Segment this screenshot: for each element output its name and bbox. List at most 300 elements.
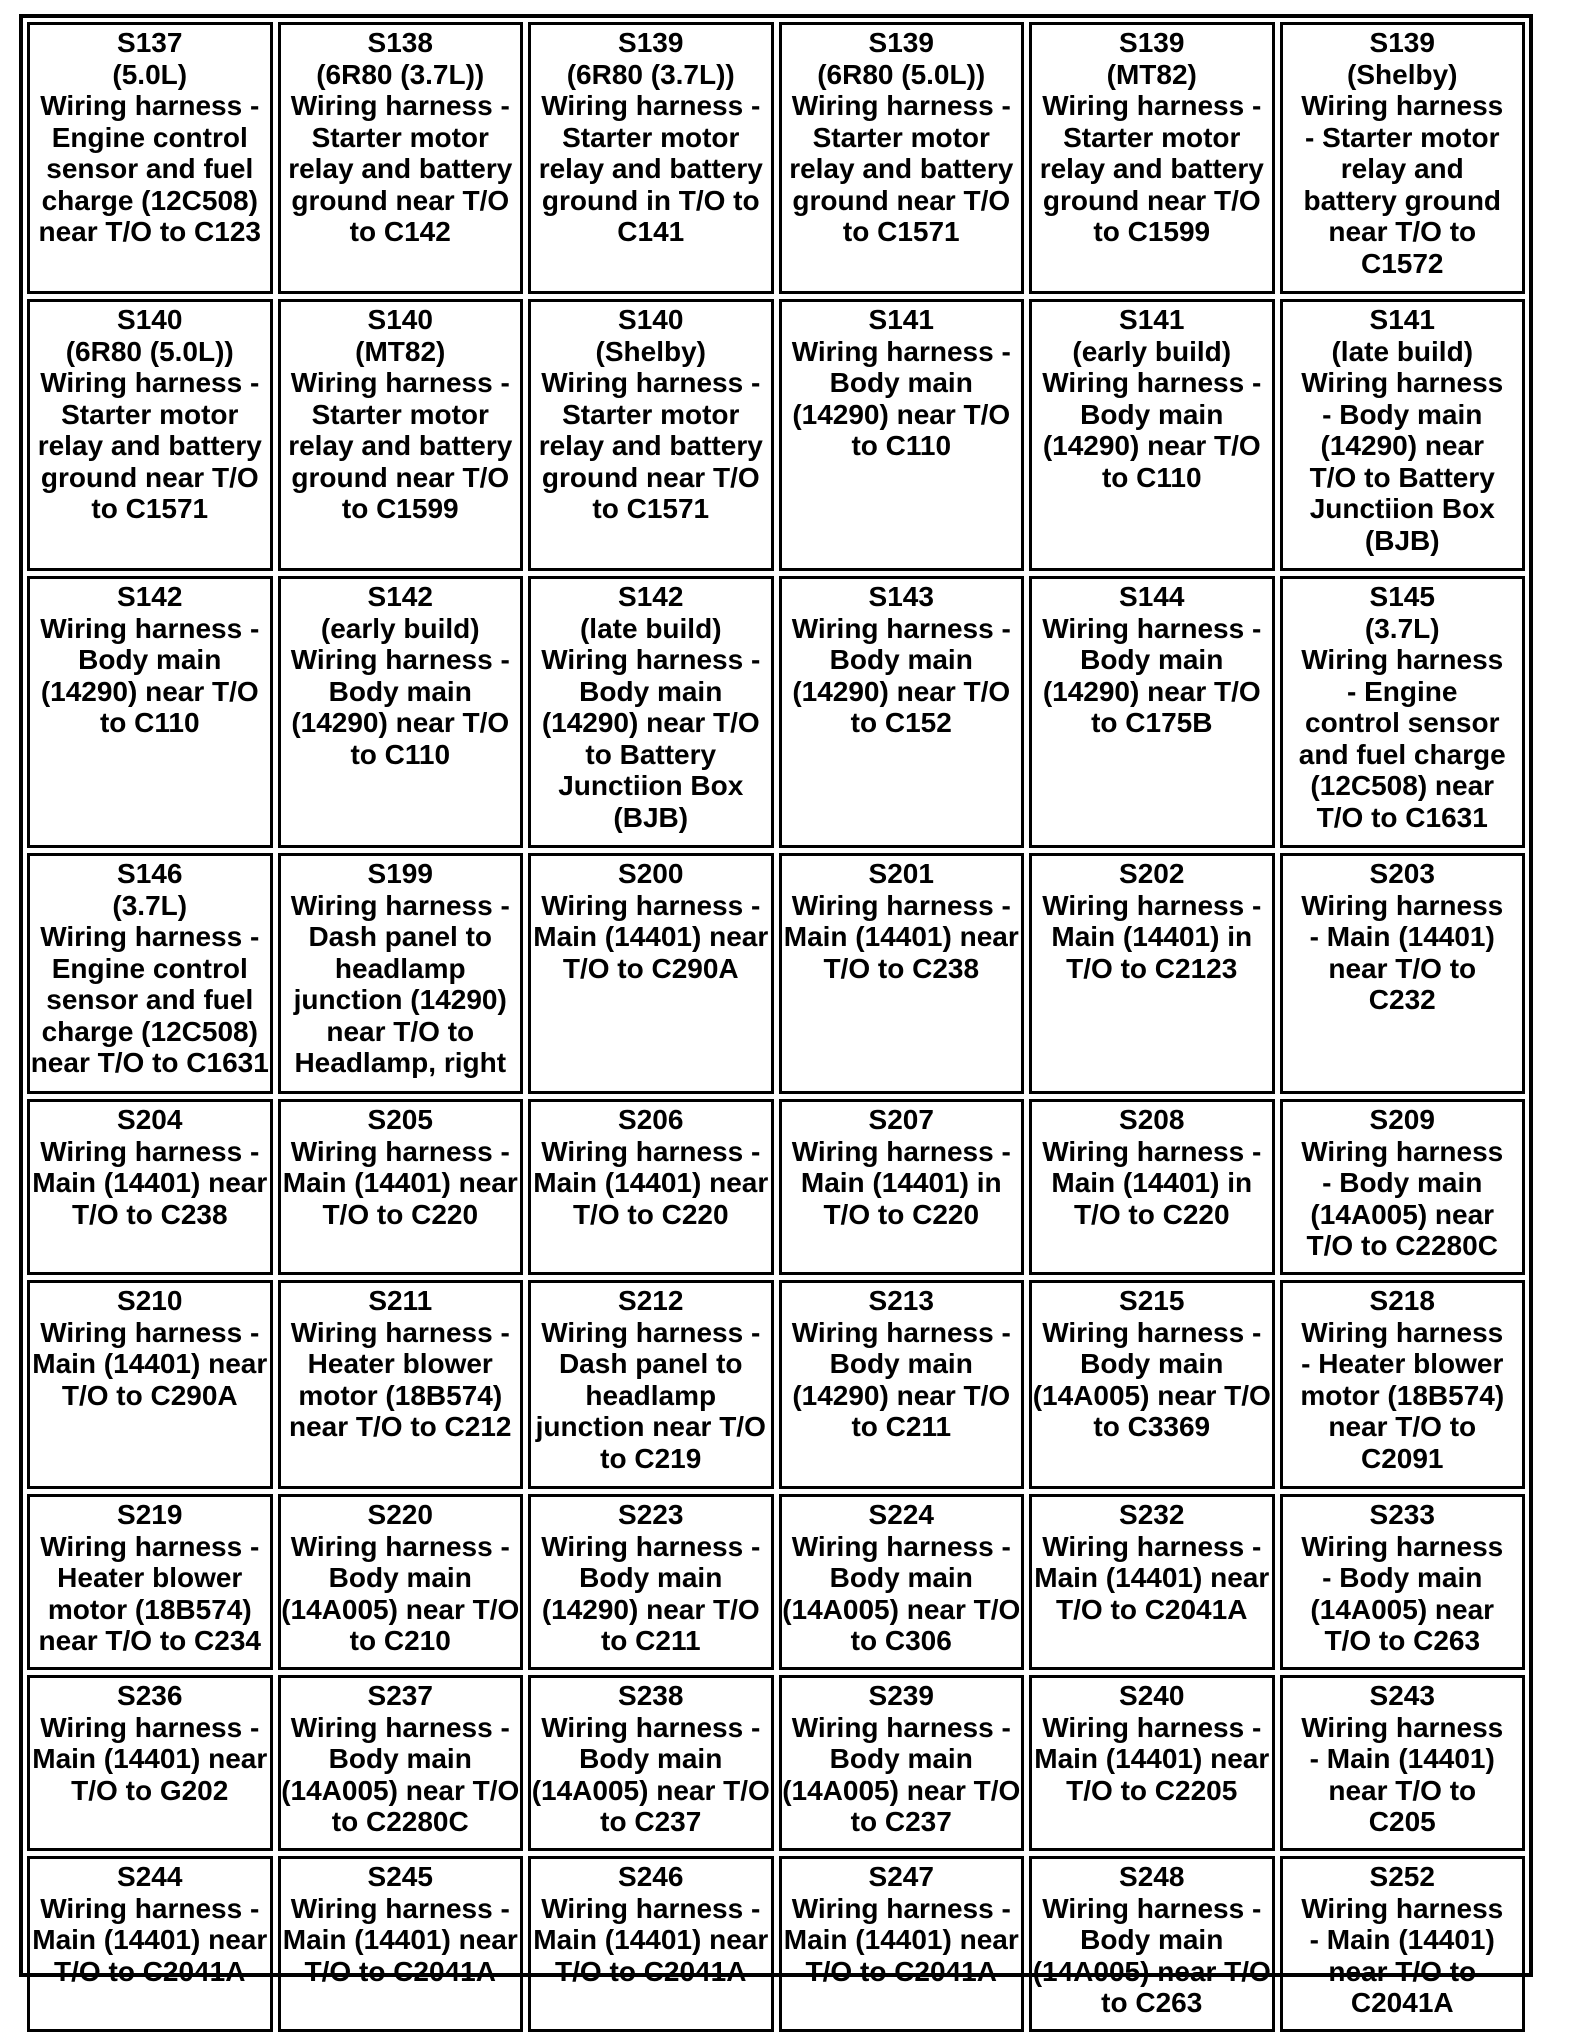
splice-id: S211 [368,1285,433,1316]
splice-cell-s248 [1029,1856,1275,2032]
splice-cell-s140 [528,299,774,571]
splice-description-line: Wiring harness - [40,90,260,121]
splice-id: S139 [868,27,934,58]
splice-cell-s137 [27,22,273,294]
splice-description-line: to C237 [850,1806,952,1837]
splice-cell-s139 [1280,22,1526,294]
splice-description-line: sensor and fuel [46,153,254,184]
splice-description-line: Starter motor [311,398,489,430]
splice-description-line: Junctiion Box [1309,493,1495,524]
splice-description-line: (6R80 (3.7L)) [316,58,485,90]
splice-description-line: Wiring harness - [290,90,510,121]
splice-description-line: Wiring harness - [1042,90,1262,121]
splice-description-line: Wiring harness - [791,1530,1011,1562]
splice-cell-s140 [278,299,524,571]
splice-description-line: relay and battery [1039,153,1264,184]
splice-description-line: T/O to C2123 [1066,952,1238,984]
splice-description-line: (14290) near T/O [40,675,259,707]
splice-description-line: T/O to C1631 [1316,801,1488,833]
splice-description-line: Wiring harness - [791,1892,1011,1924]
splice-id: S210 [117,1285,183,1316]
splice-cell-s144 [1029,576,1275,848]
splice-cell-s142 [278,576,524,848]
splice-description-line: headlamp [585,1379,717,1411]
splice-description-line: Wiring harness [1301,1711,1504,1743]
splice-description-line: motor (18B574) [47,1593,252,1625]
splice-id: S232 [1119,1499,1185,1530]
splice-description-line: T/O to C220 [823,1198,980,1230]
splice-description-line: T/O to C2041A [1056,1593,1248,1625]
splice-description-line: Wiring harness [1301,1530,1504,1562]
splice-description-line: to C211 [851,1411,952,1442]
splice-description-line: to C110 [99,707,200,738]
splice-description-line: Main (14401) near [282,1167,518,1198]
splice-id: S206 [618,1104,684,1135]
splice-id: S144 [1119,581,1185,612]
splice-description-line: Wiring harness [1301,1316,1504,1348]
splice-description-line: Wiring harness - [541,1135,761,1167]
splice-description-line: (14A005) near T/O [281,1593,520,1625]
splice-id: S223 [618,1499,684,1530]
splice-description-line: Main (14401) near [32,1167,268,1198]
splice-id: S205 [367,1104,433,1135]
splice-id: S203 [1369,858,1435,889]
splice-description-line: Main (14401) near [32,1924,268,1955]
splice-description-line: Body main [829,1743,973,1774]
splice-description-line: C1572 [1360,247,1444,279]
splice-description-line: (5.0L) [112,58,188,90]
splice-cell-s142 [27,576,273,848]
splice-description-line: Headlamp, right [294,1047,507,1078]
splice-description-line: Wiring harness - [40,1530,260,1562]
splice-description-line: (6R80 (5.0L)) [817,58,986,90]
splice-description-line: Wiring harness - [791,1711,1011,1743]
splice-description-line: near T/O to C212 [288,1411,512,1442]
splice-description-line: near T/O to [326,1015,475,1047]
splice-description-line: Wiring harness - [40,1316,260,1348]
splice-cell-s243 [1280,1675,1526,1851]
splice-description-line: (14A005) near [1310,1198,1495,1230]
splice-description-line: (14290) near T/O [792,398,1011,430]
splice-description-line: - Engine [1347,675,1458,707]
splice-cell-s212 [528,1280,774,1489]
splice-cell-s141 [1280,299,1526,571]
splice-description-line: (MT82) [1106,58,1197,90]
splice-description-line: to C306 [850,1625,952,1656]
splice-description-line: to C110 [851,430,952,461]
splice-description-line: T/O to C290A [61,1379,238,1411]
splice-description-line: Wiring harness - [290,1530,510,1562]
splice-description-line: to C175B [1091,707,1213,738]
splice-id: S139 [1119,27,1185,58]
splice-description-line: Body main [78,644,222,675]
splice-description-line: Wiring harness - [791,1316,1011,1348]
splice-id: S140 [367,304,433,335]
splice-description-line: Main (14401) near [1034,1562,1270,1593]
splice-cell-s215 [1029,1280,1275,1489]
splice-description-line: - Body main [1322,1562,1483,1593]
splice-description-line: relay and battery [789,153,1014,184]
splice-description-line: Body main [829,644,973,675]
splice-cell-s236 [27,1675,273,1851]
splice-cell-s247 [779,1856,1025,2032]
splice-description-line: Wiring harness - [791,335,1011,367]
splice-description-line: near T/O to C234 [38,1625,261,1656]
splice-description-line: Wiring harness - [541,889,761,921]
splice-description-line: Wiring harness - [1042,1892,1262,1924]
splice-cell-s199 [278,853,524,1094]
splice-id: S239 [868,1680,934,1711]
splice-description-line: Wiring harness - [791,90,1011,121]
splice-cell-s139 [1029,22,1275,294]
splice-description-line: (14290) near T/O [1042,430,1261,461]
splice-id: S207 [868,1104,934,1135]
splice-description-line: to C1571 [842,216,960,247]
splice-description-line: Wiring harness - [40,1892,260,1924]
splice-cell-s223 [528,1494,774,1670]
splice-id: S240 [1119,1680,1185,1711]
splice-cell-s245 [278,1856,524,2032]
splice-cell-s201 [779,853,1025,1094]
splice-description-line: Wiring harness - [1042,1530,1262,1562]
splice-description-line: Body main [579,1562,723,1593]
splice-description-line: - Starter motor [1305,121,1500,153]
splice-description-line: to C142 [349,216,451,247]
splice-id: S247 [868,1861,934,1892]
splice-cell-s211 [278,1280,524,1489]
splice-description-line: C2041A [1350,1987,1454,2018]
splice-id: S140 [618,304,684,335]
splice-cell-s232 [1029,1494,1275,1670]
splice-cell-s240 [1029,1675,1275,1851]
splice-id: S142 [618,581,684,612]
splice-id: S238 [618,1680,684,1711]
splice-description-line: Body main [1080,398,1224,430]
splice-description-line: Body main [579,675,723,707]
splice-description-line: T/O to C2205 [1066,1774,1238,1806]
splice-description-line: (BJB) [613,801,689,833]
splice-description-line: to C3369 [1093,1411,1211,1442]
splice-description-line: Wiring harness - [40,1135,260,1167]
splice-description-line: (14290) near T/O [792,1379,1011,1411]
splice-description-line: Main (14401) near [783,921,1019,952]
splice-id: S200 [618,858,684,889]
splice-cell-s141 [779,299,1025,571]
splice-description-line: (14A005) near T/O [782,1593,1021,1625]
splice-description-line: Heater blower [307,1348,493,1379]
splice-cell-s239 [779,1675,1025,1851]
splice-description-line: control sensor [1305,707,1500,738]
splice-description-line: (6R80 (5.0L)) [65,335,234,367]
splice-description-line: near T/O to C1631 [30,1047,269,1078]
splice-description-line: Wiring harness - [791,889,1011,921]
splice-description-line: Body main [1080,1924,1224,1955]
splice-description-line: T/O to C238 [823,952,980,984]
splice-description-line: Body main [1080,1348,1224,1379]
splice-description-line: Wiring harness [1301,90,1504,121]
splice-description-line: Body main [1080,644,1224,675]
splice-id: S248 [1119,1861,1185,1892]
splice-description-line: Wiring harness - [290,1316,510,1348]
splice-description-line: to C263 [1101,1987,1203,2018]
splice-description-line: relay and battery [288,430,513,461]
splice-description-line: - Main (14401) [1309,921,1495,952]
splice-cell-s219 [27,1494,273,1670]
splice-description-line: (late build) [1331,335,1474,367]
splice-description-line: Engine control [51,121,248,153]
splice-description-line: ground in T/O to [541,184,760,216]
splice-description-line: T/O to G202 [71,1774,229,1806]
splice-id: S218 [1369,1285,1435,1316]
splice-description-line: Wiring harness [1301,367,1504,398]
splice-description-line: to C152 [850,707,952,738]
splice-description-line: junction (14290) [293,984,507,1015]
splice-description-line: near T/O to [1328,1955,1477,1987]
splice-table [19,14,1533,2018]
splice-description-line: Wiring harness - [1042,1316,1262,1348]
splice-description-line: Main (14401) near [783,1924,1019,1955]
splice-description-line: C2091 [1360,1442,1444,1474]
splice-description-line: - Heater blower [1301,1348,1504,1379]
splice-description-line: battery ground [1303,184,1502,216]
splice-description-line: near T/O to [1328,216,1477,247]
splice-description-line: Wiring harness [1301,1135,1504,1167]
splice-description-line: T/O to C2041A [555,1955,747,1987]
splice-description-line: to C1599 [1093,216,1211,247]
splice-description-line: Wiring harness - [541,1316,761,1348]
splice-cell-s209 [1280,1099,1526,1275]
splice-description-line: to C219 [600,1442,702,1474]
splice-description-line: Wiring harness - [791,612,1011,644]
splice-description-line: (14290) near T/O [541,707,760,738]
splice-id: S140 [117,304,183,335]
splice-description-line: T/O to Battery [1309,461,1495,493]
splice-cell-s218 [1280,1280,1526,1489]
splice-cell-s233 [1280,1494,1526,1670]
splice-description-line: Body main [829,1348,973,1379]
splice-description-line: Starter motor [562,121,740,153]
splice-description-line: Wiring harness - [541,1530,761,1562]
splice-description-line: - Main (14401) [1309,1924,1495,1955]
splice-description-line: Wiring harness - [40,1711,260,1743]
splice-description-line: Starter motor [311,121,489,153]
splice-description-line: Wiring harness - [541,1711,761,1743]
splice-description-line: Starter motor [61,398,239,430]
splice-id: S215 [1119,1285,1185,1316]
splice-cell-s210 [27,1280,273,1489]
splice-description-line: (14A005) near [1310,1593,1495,1625]
splice-description-line: (12C508) near [1310,770,1495,801]
splice-id: S219 [117,1499,183,1530]
splice-cell-s139 [528,22,774,294]
splice-description-line: near T/O to [1328,1411,1477,1442]
splice-description-line: (14A005) near T/O [1032,1955,1271,1987]
splice-id: S201 [868,858,934,889]
splice-description-line: - Body main [1322,1167,1483,1198]
splice-description-line: T/O to C2280C [1306,1230,1498,1261]
splice-description-line: Wiring harness - [40,921,260,952]
splice-description-line: T/O to C220 [322,1198,479,1230]
splice-cell-s142 [528,576,774,848]
splice-description-line: (14A005) near T/O [281,1774,520,1806]
splice-description-line: (14290) near T/O [1042,675,1261,707]
splice-id: S139 [618,27,684,58]
splice-id: S145 [1369,581,1435,612]
splice-description-line: to C237 [600,1806,702,1837]
splice-description-line: near T/O to [1328,1774,1477,1806]
splice-description-line: ground near T/O [1042,184,1261,216]
splice-cell-s237 [278,1675,524,1851]
splice-description-line: (3.7L) [112,889,188,921]
splice-description-line: junction near T/O [535,1411,766,1442]
splice-cell-s206 [528,1099,774,1275]
splice-description-line: (6R80 (3.7L)) [566,58,735,90]
splice-id: S246 [618,1861,684,1892]
splice-description-line: Starter motor [1063,121,1241,153]
splice-description-line: Wiring harness [1301,644,1504,675]
splice-description-line: Starter motor [812,121,990,153]
splice-description-line: Body main [829,367,973,398]
splice-description-line: Wiring harness - [791,1135,1011,1167]
splice-description-line: ground near T/O [291,461,510,493]
splice-id: S243 [1369,1680,1435,1711]
splice-cell-s213 [779,1280,1025,1489]
splice-description-line: Heater blower [57,1562,243,1593]
splice-description-line: to C1599 [341,493,459,524]
splice-description-line: relay and battery [37,430,262,461]
splice-description-line: Wiring harness - [1042,367,1262,398]
splice-description-line: Wiring harness - [290,1135,510,1167]
splice-description-line: Wiring harness - [290,367,510,398]
splice-description-line: Main (14401) near [32,1743,268,1774]
splice-description-line: ground near T/O [40,461,259,493]
splice-description-line: Wiring harness [1301,1892,1504,1924]
splice-description-line: T/O to C2041A [805,1955,997,1987]
splice-description-line: Body main [328,1562,472,1593]
splice-cell-s220 [278,1494,524,1670]
splice-description-line: (14290) near T/O [541,1593,760,1625]
splice-description-line: Main (14401) in [1051,1167,1253,1198]
splice-description-line: relay and battery [538,153,763,184]
splice-id: S146 [117,858,183,889]
splice-description-line: and fuel charge [1298,738,1506,770]
splice-id: S245 [367,1861,433,1892]
splice-id: S139 [1369,27,1435,58]
splice-description-line: Wiring harness - [541,367,761,398]
splice-description-line: Wiring harness - [290,1892,510,1924]
splice-description-line: sensor and fuel [46,984,254,1015]
splice-description-line: (late build) [579,612,722,644]
splice-id: S143 [868,581,934,612]
splice-id: S213 [868,1285,934,1316]
splice-cell-s238 [528,1675,774,1851]
splice-description-line: (14290) near [1320,430,1484,461]
splice-description-line: motor (18B574) [298,1379,503,1411]
splice-cell-s200 [528,853,774,1094]
splice-id: S199 [367,858,433,889]
splice-cell-s138 [278,22,524,294]
splice-id: S224 [868,1499,934,1530]
splice-description-line: T/O to C263 [1324,1625,1481,1656]
splice-id: S220 [367,1499,433,1530]
splice-description-line: Wiring harness - [290,889,510,921]
splice-cell-s205 [278,1099,524,1275]
splice-description-line: Wiring harness - [1042,889,1262,921]
splice-description-line: Body main [579,1743,723,1774]
splice-cell-s143 [779,576,1025,848]
splice-description-line: C232 [1368,984,1436,1015]
splice-description-line: (Shelby) [595,335,706,367]
splice-cell-s202 [1029,853,1275,1094]
splice-description-line: Main (14401) near [32,1348,268,1379]
splice-description-line: to C110 [1101,461,1202,493]
splice-id: S141 [1119,304,1185,335]
splice-description-line: Wiring harness - [40,612,260,644]
splice-description-line: T/O to C2041A [54,1955,246,1987]
splice-id: S209 [1369,1104,1435,1135]
splice-description-line: T/O to C238 [71,1198,228,1230]
splice-description-line: ground near T/O [541,461,760,493]
splice-cell-s207 [779,1099,1025,1275]
splice-description-line: (Shelby) [1347,58,1458,90]
splice-description-line: Wiring harness - [40,367,260,398]
splice-description-line: T/O to C220 [1073,1198,1230,1230]
splice-description-line: (14290) near T/O [792,675,1011,707]
splice-description-line: to Battery [585,738,717,770]
splice-description-line: Wiring harness - [1042,1711,1262,1743]
splice-cell-s145 [1280,576,1526,848]
splice-cell-s252 [1280,1856,1526,2032]
splice-description-line: ground near T/O [291,184,510,216]
splice-description-line: T/O to C220 [572,1198,729,1230]
splice-description-line: to C2280C [331,1806,469,1837]
splice-description-line: (14A005) near T/O [782,1774,1021,1806]
splice-description-line: to C211 [600,1625,701,1656]
splice-id: S202 [1119,858,1185,889]
splice-description-line: Starter motor [562,398,740,430]
splice-cell-s203 [1280,853,1526,1094]
splice-cell-s246 [528,1856,774,2032]
splice-cell-s140 [27,299,273,571]
splice-description-line: (MT82) [355,335,446,367]
splice-description-line: Main (14401) near [533,921,769,952]
splice-description-line: Wiring harness - [541,90,761,121]
splice-id: S138 [367,27,433,58]
splice-description-line: to C1571 [592,493,710,524]
splice-id: S233 [1369,1499,1435,1530]
splice-description-line: Engine control [51,952,248,984]
splice-description-line: T/O to C290A [562,952,739,984]
splice-description-line: C141 [617,216,685,247]
splice-description-line: Wiring harness - [1042,612,1262,644]
splice-description-line: Wiring harness - [290,1711,510,1743]
splice-description-line: Wiring harness - [1042,1135,1262,1167]
splice-cell-s146 [27,853,273,1094]
splice-description-line: Dash panel to [308,921,493,952]
splice-description-line: Main (14401) in [800,1167,1002,1198]
splice-description-line: Wiring harness - [541,644,761,675]
splice-description-line: Main (14401) near [533,1924,769,1955]
splice-description-line: Body main [829,1562,973,1593]
splice-description-line: relay and battery [538,430,763,461]
splice-description-line: (14290) near T/O [291,707,510,738]
splice-id: S236 [117,1680,183,1711]
splice-description-line: - Body main [1322,398,1483,430]
splice-description-line: C205 [1368,1806,1436,1837]
splice-description-line: near T/O to [1328,952,1477,984]
splice-description-line: Wiring harness - [290,644,510,675]
splice-id: S141 [1369,304,1435,335]
